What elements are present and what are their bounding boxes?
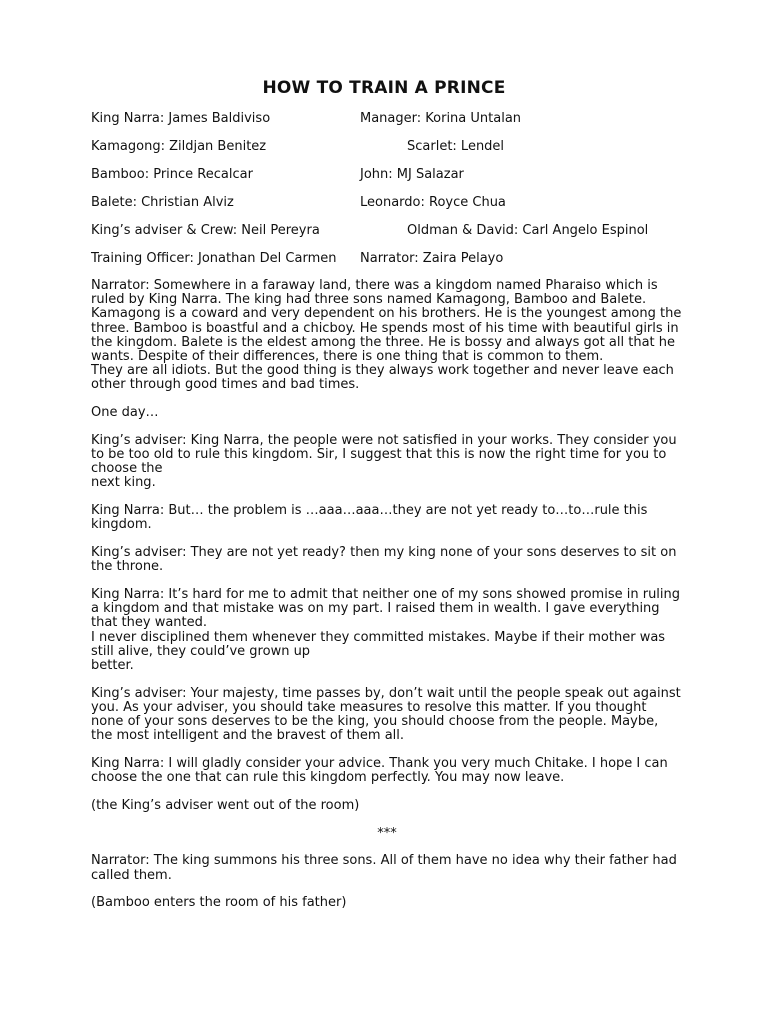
cast-row bbox=[91, 223, 691, 251]
scene-break: *** bbox=[377, 825, 397, 841]
script-body bbox=[91, 279, 683, 924]
script-paragraph: One day… bbox=[91, 405, 159, 421]
script-paragraph: King Narra: I will gladly consider your advice. Thank you very much Chitake. I hope I can choose the one that can rule this kingdom perfectly. You may now leave. bbox=[91, 755, 668, 786]
cast-row bbox=[91, 195, 691, 223]
cast-entry: Balete: Christian Alviz bbox=[91, 195, 234, 210]
cast-entry: John: MJ Salazar bbox=[360, 167, 464, 182]
script-paragraph: King Narra: But… the problem is …aaa…aaa…they are not yet ready to…to…rule this kingdom. bbox=[91, 503, 648, 533]
script-paragraph: (Bamboo enters the room of his father) bbox=[91, 895, 347, 911]
script-paragraph: Narrator: The king summons his three sons. All of them have no idea why their father had called them. bbox=[91, 853, 677, 883]
cast-entry: Oldman & David: Carl Angelo Espinol bbox=[407, 223, 649, 238]
cast-entry: King Narra: James Baldiviso bbox=[91, 111, 271, 126]
document-title: HOW TO TRAIN A PRINCE bbox=[262, 78, 506, 98]
cast-row bbox=[91, 111, 691, 139]
cast-entry: King’s adviser & Crew: Neil Pereyra bbox=[91, 223, 320, 238]
script-paragraph: King’s adviser: They are not yet ready? then my king none of your sons deserves to sit on the throne. bbox=[91, 545, 677, 575]
script-paragraph: Narrator: Somewhere in a faraway land, there was a kingdom named Pharaiso which is ruled by King Narra. The king had three sons named Kamagong, Bamboo and Balete. Kamagong is a coward and very dependent on his brothers. He is the youngest among the three. Bamboo is boastful and a chicboy. He spends most of his time with beautiful girls in the kingdom. Balete is the eldest among the three. He is bossy and always got all that he wants. Despite of their differences, there is one thing that is common to them. They are all idiots. But the good thing is they always work together and never leave each other through good times and bad times. bbox=[91, 278, 682, 393]
cast-entry: Training Officer: Jonathan Del Carmen bbox=[91, 251, 337, 266]
cast-entry: Scarlet: Lendel bbox=[407, 139, 505, 154]
cast-entry: Manager: Korina Untalan bbox=[360, 111, 522, 126]
cast-row bbox=[91, 251, 691, 279]
cast-entry: Narrator: Zaira Pelayo bbox=[360, 251, 504, 266]
script-paragraph: King’s adviser: King Narra, the people were not satisfied in your works. They consider you to be too old to rule this kingdom. Sir, I suggest that this is now the right time for you to choose the next king. bbox=[91, 432, 677, 491]
script-paragraph: (the King’s adviser went out of the room) bbox=[91, 797, 360, 813]
script-paragraph: King Narra: It’s hard for me to admit that neither one of my sons showed promise in ruling a kingdom and that mistake was on my part. I raised them in wealth. I gave everything that they wanted. I never disciplined them whenever they committed mistakes. Maybe if their mother was still alive, they could’ve grown up better. bbox=[91, 586, 681, 673]
cast-entry: Kamagong: Zildjan Benitez bbox=[91, 139, 267, 154]
cast-row bbox=[91, 139, 691, 167]
script-paragraph: King’s adviser: Your majesty, time passes by, don’t wait until the people speak out against you. As your adviser, you should take measures to resolve this matter. If you thought none of your sons deserves to be the king, you should choose from the people. Maybe, the most intelligent and the bravest of them all. bbox=[91, 685, 681, 744]
cast-entry: Bamboo: Prince Recalcar bbox=[91, 167, 253, 182]
cast-row bbox=[91, 167, 691, 195]
cast-entry: Leonardo: Royce Chua bbox=[360, 195, 506, 210]
cast-list bbox=[91, 111, 691, 279]
